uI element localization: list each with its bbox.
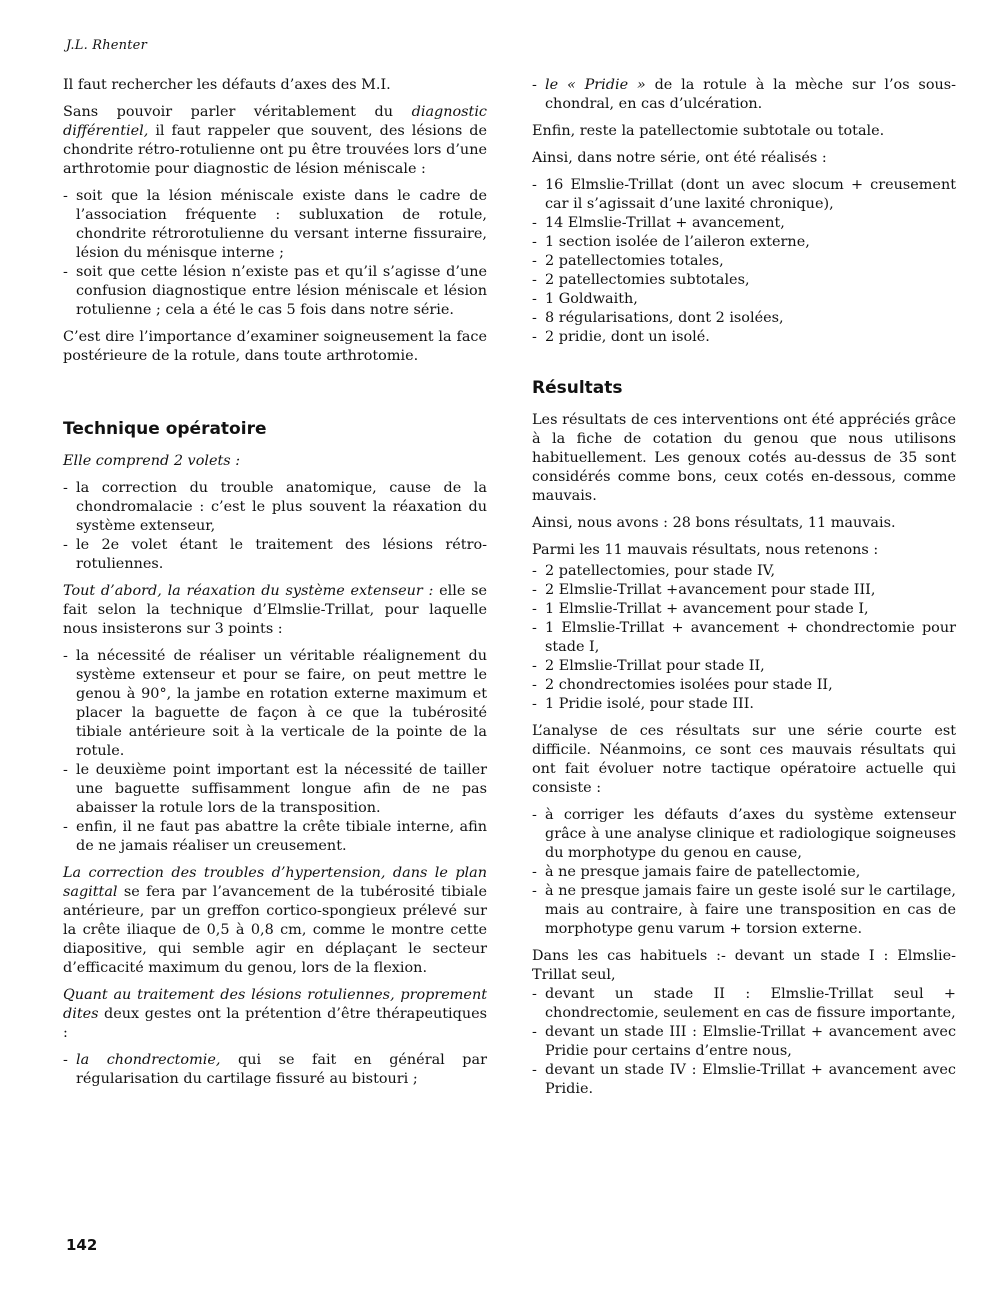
- paragraph-text: deux gestes ont la prétention d’être thérapeutiques :: [63, 1006, 487, 1041]
- list-item-text: de la rotule à la mèche sur l’os sous-chondral, en cas d’ulcération.: [545, 77, 957, 112]
- list-item: - 1 Elmslie-Trillat + avancement + chondrectomie pour stade I,: [532, 619, 956, 657]
- paragraph: Il faut rechercher les défauts d’axes des M.I.: [63, 77, 391, 93]
- list-item: - 14 Elmslie-Trillat + avancement,: [532, 214, 956, 233]
- left-column: [63, 76, 487, 1097]
- list-item: - à corriger les défauts d’axes du système extenseur grâce à une analyse clinique et radiologique soigneuses du morphotype du genou en cause,: [532, 806, 956, 863]
- list-volets: [63, 479, 487, 574]
- list-item: - 2 patellectomies, pour stade IV,: [532, 562, 956, 581]
- paragraph: Parmi les 11 mauvais résultats, nous retenons :: [532, 542, 879, 558]
- page-number: 142: [66, 1236, 98, 1254]
- list-item-emphasis: le « Pridie »: [545, 77, 646, 93]
- list-item: - 1 section isolée de l’aileron externe,: [532, 233, 956, 252]
- list-item-emphasis: la chondrectomie,: [76, 1052, 221, 1068]
- list-item: - soit que la lésion méniscale existe dans le cadre de l’association fréquente : subluxation de rotule, chondrite rétrorotulienne du versant interne fissuraire, lésion du ménisque interne ;: [63, 187, 487, 263]
- list-item: - 2 patellectomies totales,: [532, 252, 956, 271]
- list-item: - 16 Elmslie-Trillat (dont un avec slocum + creusement car il s’agissait d’une laxité chronique),: [532, 176, 956, 214]
- list-item: - le 2e volet étant le traitement des lésions rétro-rotuliennes.: [63, 536, 487, 574]
- paragraph: Ainsi, dans notre série, ont été réalisés :: [532, 150, 827, 166]
- section-heading-technique: Technique opératoire: [63, 419, 267, 439]
- list-item: - la nécessité de réaliser un véritable réalignement du système extenseur et pour se faire, on peut mettre le genou à 90°, la jambe en rotation externe maximum et placer la baguette de façon à ce que la tubérosité tibiale antérieure soit à la verticale de la pointe de la rotule.: [63, 647, 487, 761]
- paragraph: Ainsi, nous avons : 28 bons résultats, 11 mauvais.: [532, 515, 896, 531]
- paragraph: [63, 452, 487, 471]
- list-item: - 8 régularisations, dont 2 isolées,: [532, 309, 956, 328]
- paragraph-text: Sans pouvoir parler véritablement du: [63, 104, 412, 120]
- paragraph: C’est dire l’importance d’examiner soigneusement la face postérieure de la rotule, dans toute arthrotomie.: [63, 329, 487, 364]
- paragraph-emphasis: Quant au traitement des lésions rotuliennes, proprement dites: [63, 987, 487, 1022]
- list-item: - 2 Elmslie-Trillat +avancement pour stade III,: [532, 581, 956, 600]
- right-column: [532, 76, 956, 1107]
- paragraph: [63, 582, 487, 639]
- list-item: - à ne presque jamais faire un geste isolé sur le cartilage, mais au contraire, à faire une transposition en cas de morphotype genu varum + torsion externe.: [532, 882, 956, 939]
- paragraph-emphasis: La correction des troubles d’hypertension, dans le plan sagittal: [63, 865, 487, 900]
- section-heading-resultats: Résultats: [532, 378, 623, 398]
- paragraph: Enfin, reste la patellectomie subtotale ou totale.: [532, 123, 885, 139]
- paragraph-emphasis: diagnostic différentiel,: [63, 104, 487, 139]
- paragraph-text: il faut rappeler que souvent, des lésions de chondrite rétro-rotulienne ont pu être trouvées lors d’une arthrotomie pour diagnostic de lésion méniscale :: [63, 123, 487, 177]
- list-serie: [532, 176, 956, 347]
- paragraph-emphasis: Tout d’abord, la réaxation du système extenseur :: [63, 583, 434, 599]
- list-item: - à ne presque jamais faire de patellectomie,: [532, 863, 956, 882]
- list-diagnostic: [63, 187, 487, 320]
- running-head: J.L. Rhenter: [66, 38, 147, 53]
- list-item: - soit que cette lésion n’existe pas et qu’il s’agisse d’une confusion diagnostique entre lésion méniscale et lésion rotulienne ; cela a été le cas 5 fois dans notre série.: [63, 263, 487, 320]
- paragraph: [63, 103, 487, 179]
- paragraph-text: se fera par l’avancement de la tubérosité tibiale antérieure, par un greffon cortico-spongieux prélevé sur la crête iliaque de 0,5 à 0,8 cm, comme le montre cette diapositive, qui semble agir en déplaçant le secteur d’efficacité maximum du genou, lors de la flexion.: [63, 884, 487, 976]
- paragraph: Dans les cas habituels :- devant un stade I : Elmslie-Trillat seul,: [532, 948, 956, 983]
- paragraph-text: elle se fait selon la technique d’Elmslie-Trillat, pour laquelle nous insisterons sur 3 points :: [63, 583, 487, 637]
- list-item: - 2 pridie, dont un isolé.: [532, 328, 956, 347]
- list-item-text: qui se fait en général par régularisation du cartilage fissuré au bistouri ;: [76, 1052, 487, 1087]
- list-tactique: [532, 806, 956, 939]
- list-item: - enfin, il ne faut pas abattre la crête tibiale interne, afin de ne jamais réaliser un creusement.: [63, 818, 487, 856]
- list-points: [63, 647, 487, 856]
- list-item: - 2 Elmslie-Trillat pour stade II,: [532, 657, 956, 676]
- list-item: - 1 Goldwaith,: [532, 290, 956, 309]
- list-item: - devant un stade II : Elmslie-Trillat seul + chondrectomie, seulement en cas de fissure importante,: [532, 985, 956, 1023]
- list-item: - le deuxième point important est la nécessité de tailler une baguette suffisamment longue afin de ne pas abaisser la rotule lors de la transposition.: [63, 761, 487, 818]
- list-gestes: [63, 1051, 487, 1089]
- paragraph: [63, 864, 487, 978]
- paragraph: Les résultats de ces interventions ont été appréciés grâce à la fiche de cotation du genou que nous utilisons habituellement. Les genoux cotés au-dessus de 35 sont considérés comme bons, ceux cotés en-dessous, comme mauvais.: [532, 412, 956, 504]
- list-cas-habituels: [532, 985, 956, 1099]
- list-item: - la correction du trouble anatomique, cause de la chondromalacie : c’est le plus souvent la réaxation du système extenseur,: [63, 479, 487, 536]
- list-item: - devant un stade IV : Elmslie-Trillat + avancement avec Pridie.: [532, 1061, 956, 1099]
- paragraph: [63, 986, 487, 1043]
- list-item: - 1 Elmslie-Trillat + avancement pour stade I,: [532, 600, 956, 619]
- list-mauvais-resultats: [532, 562, 956, 714]
- list-item: - 2 patellectomies subtotales,: [532, 271, 956, 290]
- paragraph-emphasis: Elle comprend 2 volets :: [63, 453, 241, 469]
- list-item: [532, 76, 956, 114]
- list-item: - devant un stade III : Elmslie-Trillat + avancement avec Pridie pour certains d’entre nous,: [532, 1023, 956, 1061]
- list-gestes-continued: [532, 76, 956, 114]
- list-item: [63, 1051, 487, 1089]
- paragraph: L’analyse de ces résultats sur une série courte est difficile. Néanmoins, ce sont ces mauvais résultats qui ont fait évoluer notre tactique opératoire actuelle qui consiste :: [532, 723, 956, 796]
- list-item: - 2 chondrectomies isolées pour stade II,: [532, 676, 956, 695]
- list-item: - 1 Pridie isolé, pour stade III.: [532, 695, 956, 714]
